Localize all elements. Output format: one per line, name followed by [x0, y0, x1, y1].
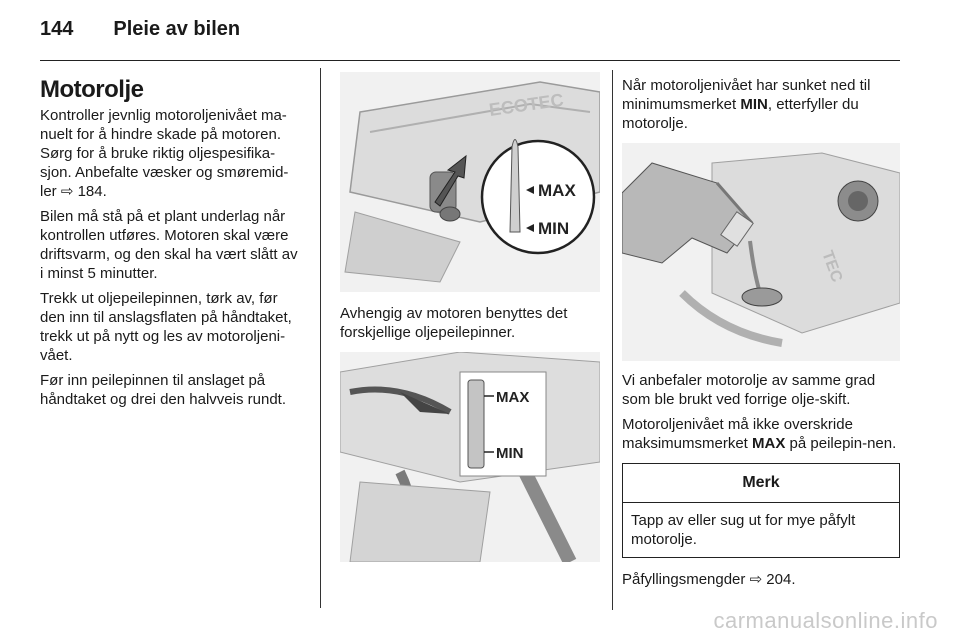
paragraph-recommendation: Vi anbefaler motorolje av samme grad som ble brukt ved forrige olje-skift.	[622, 372, 876, 408]
min-mark-label: MIN	[538, 219, 570, 238]
header-divider	[40, 60, 900, 61]
min-term: MIN	[740, 96, 768, 113]
max-term: MAX	[752, 435, 786, 452]
note-title: Merk	[623, 464, 899, 503]
engine-cover-label: ECOTEC	[487, 89, 565, 120]
dipstick-illustration-2	[340, 352, 600, 562]
column-2	[340, 72, 602, 562]
note-box	[622, 463, 900, 558]
page-header	[40, 18, 240, 48]
paragraph-reinsert: Før inn peilepinnen til anslaget på håndtaket og drei den halvveis rundt.	[40, 372, 286, 408]
oil-refill-illustration	[622, 143, 900, 361]
paragraph-fill-quantities: Påfyllingsmengder ⇨ 204.	[622, 571, 796, 588]
figure-caption: Avhengig av motoren benyttes det forskjellige oljepeilepinner.	[340, 305, 568, 341]
page-title: Pleie av bilen	[113, 18, 241, 40]
engine-cover-label-3: TEC	[818, 248, 846, 285]
dipstick-illustration-1	[340, 72, 600, 292]
page-number: 144	[40, 18, 74, 40]
paragraph-check-level: Kontroller jevnlig motoroljenivået ma-nuelt for å hindre skade på motoren. Sørg for å bruke riktig oljespesifika-sjon. Anbefalte væsker og smøremid-ler ⇨ 184.	[40, 107, 289, 200]
paragraph-top-up: Når motoroljenivået har sunket ned til minimumsmerket MIN, etterfyller du motorolje.	[622, 77, 871, 132]
paragraph-max-warning: Motoroljenivået må ikke overskride maksimumsmerket MAX på peilepin-nen.	[622, 416, 897, 452]
note-body: Tapp av eller sug ut for mye påfylt motorolje.	[631, 512, 856, 548]
paragraph-conditions: Bilen må stå på et plant underlag når kontrollen utføres. Motoren skal være driftsvarm, og den skal ha vært slått av i minst 5 minutter.	[40, 208, 298, 282]
paragraph-dipstick-procedure: Trekk ut oljepeilepinnen, tørk av, før den inn til anslagsflaten på håndtaket, trekk ut på nytt og les av motoroljeni-vået.	[40, 290, 292, 364]
column-3	[622, 76, 902, 595]
max-mark-label: MAX	[538, 181, 576, 200]
column-divider-1	[320, 68, 321, 608]
engine-dipstick-drawing-1	[340, 72, 600, 292]
section-heading: Motorolje	[40, 76, 144, 103]
engine-dipstick-drawing-2	[340, 352, 600, 562]
min-mark-label-2: MIN	[496, 445, 524, 462]
oil-refill-drawing	[622, 143, 900, 361]
column-1	[40, 76, 302, 415]
watermark: carmanualsonline.info	[713, 608, 938, 633]
max-mark-label-2: MAX	[496, 389, 530, 406]
column-divider-2	[612, 70, 613, 610]
